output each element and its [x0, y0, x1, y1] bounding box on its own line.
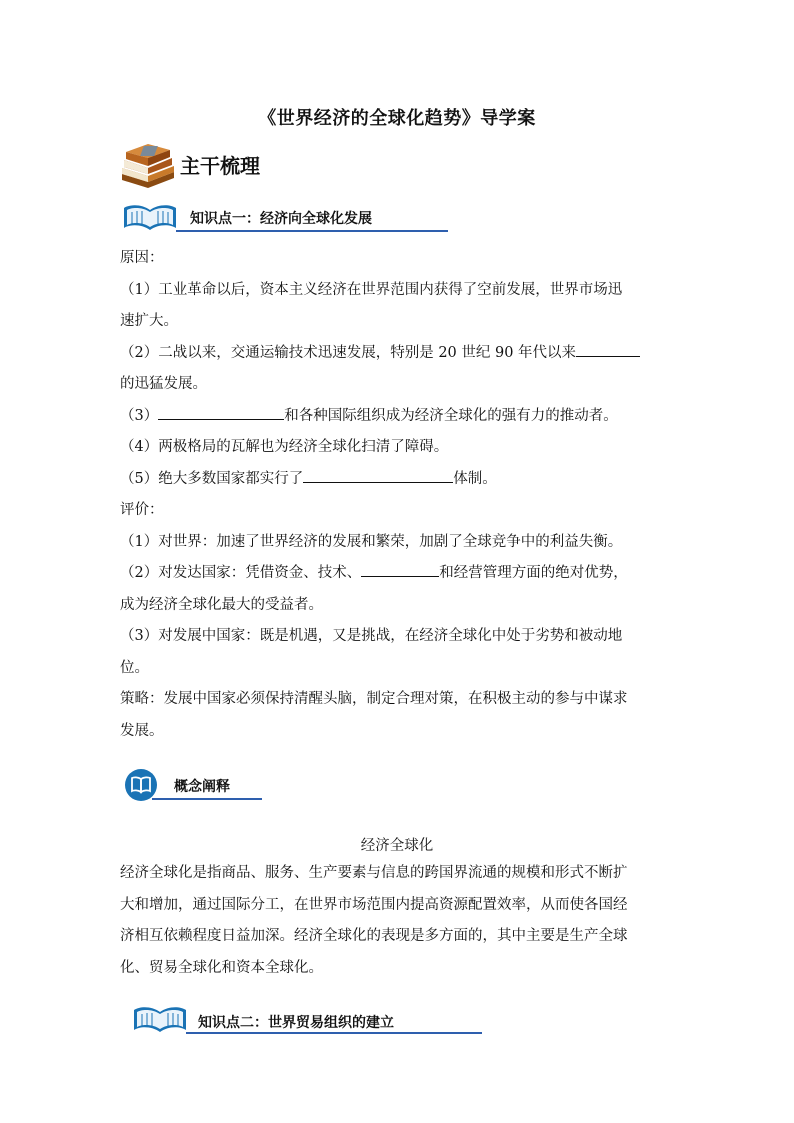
text-span: 和经营管理方面的绝对优势，: [439, 565, 628, 581]
concept-heading-rule: [152, 798, 262, 800]
text-line: 评价：: [120, 502, 164, 518]
text-line: [120, 464, 676, 496]
text-line: 成为经济全球化最大的受益者。: [120, 596, 323, 613]
concept-heading: [124, 768, 274, 804]
text-line: 经济全球化是指商品、服务、生产要素与信息的跨国界流通的规模和形式不断扩: [120, 865, 628, 881]
text-line: （4）两极格局的瓦解也为经济全球化扫清了障碍。: [120, 439, 449, 455]
text-line: [120, 338, 676, 370]
text-line: [120, 401, 676, 433]
fill-blank[interactable]: [303, 466, 453, 483]
open-book-icon: [120, 200, 180, 232]
concept-term: 经济全球化: [360, 838, 434, 854]
open-book-icon: [130, 1002, 190, 1034]
text-line: [120, 558, 676, 590]
fill-blank[interactable]: [576, 340, 640, 357]
text-line: （1）对世界：加速了世界经济的发展和繁荣，加剧了全球竞争中的利益失衡。: [120, 533, 623, 550]
book-stack-icon: [118, 140, 178, 190]
concept-paragraph: [120, 858, 676, 984]
section1-heading: [120, 200, 450, 236]
document-title: 《世界经济的全球化趋势》导学案: [258, 108, 536, 129]
section2-heading: [130, 1000, 490, 1036]
section1-body: [120, 243, 676, 747]
text-span: 体制。: [453, 470, 497, 487]
text-span: 和各种国际组织成为经济全球化的强有力的推动者。: [284, 407, 618, 424]
text-line: 济相互依赖程度日益加深。经济全球化的表现是多方面的，其中主要是生产全球: [120, 928, 628, 944]
section2-heading-label: 知识点二：世界贸易组织的建立: [198, 1015, 394, 1031]
text-line: 化、贸易全球化和资本全球化。: [120, 959, 323, 976]
fill-blank[interactable]: [158, 403, 284, 420]
concept-heading-label: 概念阐释: [174, 779, 230, 795]
fill-blank[interactable]: [361, 560, 439, 577]
text-line: 位。: [120, 659, 149, 676]
book-circle-icon: [124, 768, 158, 802]
text-line: 原因：: [120, 250, 164, 266]
text-line: 发展。: [120, 722, 164, 739]
text-line: （1）工业革命以后，资本主义经济在世界范围内获得了空前发展，世界市场迅: [120, 281, 623, 298]
text-span: （2）对发达国家：凭借资金、技术、: [120, 565, 362, 581]
text-line: （3）对发展中国家：既是机遇，又是挑战，在经济全球化中处于劣势和被动地: [120, 628, 623, 644]
section2-heading-rule: [186, 1032, 482, 1034]
text-span: （3）: [120, 407, 159, 424]
text-line: 策略：发展中国家必须保持清醒头脑，制定合理对策，在积极主动的参与中谋求: [120, 691, 628, 707]
main-heading: [118, 140, 418, 190]
text-line: 速扩大。: [120, 313, 178, 329]
section1-heading-rule: [176, 230, 448, 232]
text-line: 的迅猛发展。: [120, 376, 207, 392]
text-span: （2）二战以来，交通运输技术迅速发展，特别是 20 世纪 90 年代以来: [120, 344, 577, 361]
section1-heading-label: 知识点一：经济向全球化发展: [190, 211, 372, 227]
text-span: （5）绝大多数国家都实行了: [120, 470, 304, 487]
main-heading-label: 主干梳理: [180, 154, 260, 178]
text-line: 大和增加，通过国际分工，在世界市场范围内提高资源配置效率，从而使各国经: [120, 896, 628, 913]
